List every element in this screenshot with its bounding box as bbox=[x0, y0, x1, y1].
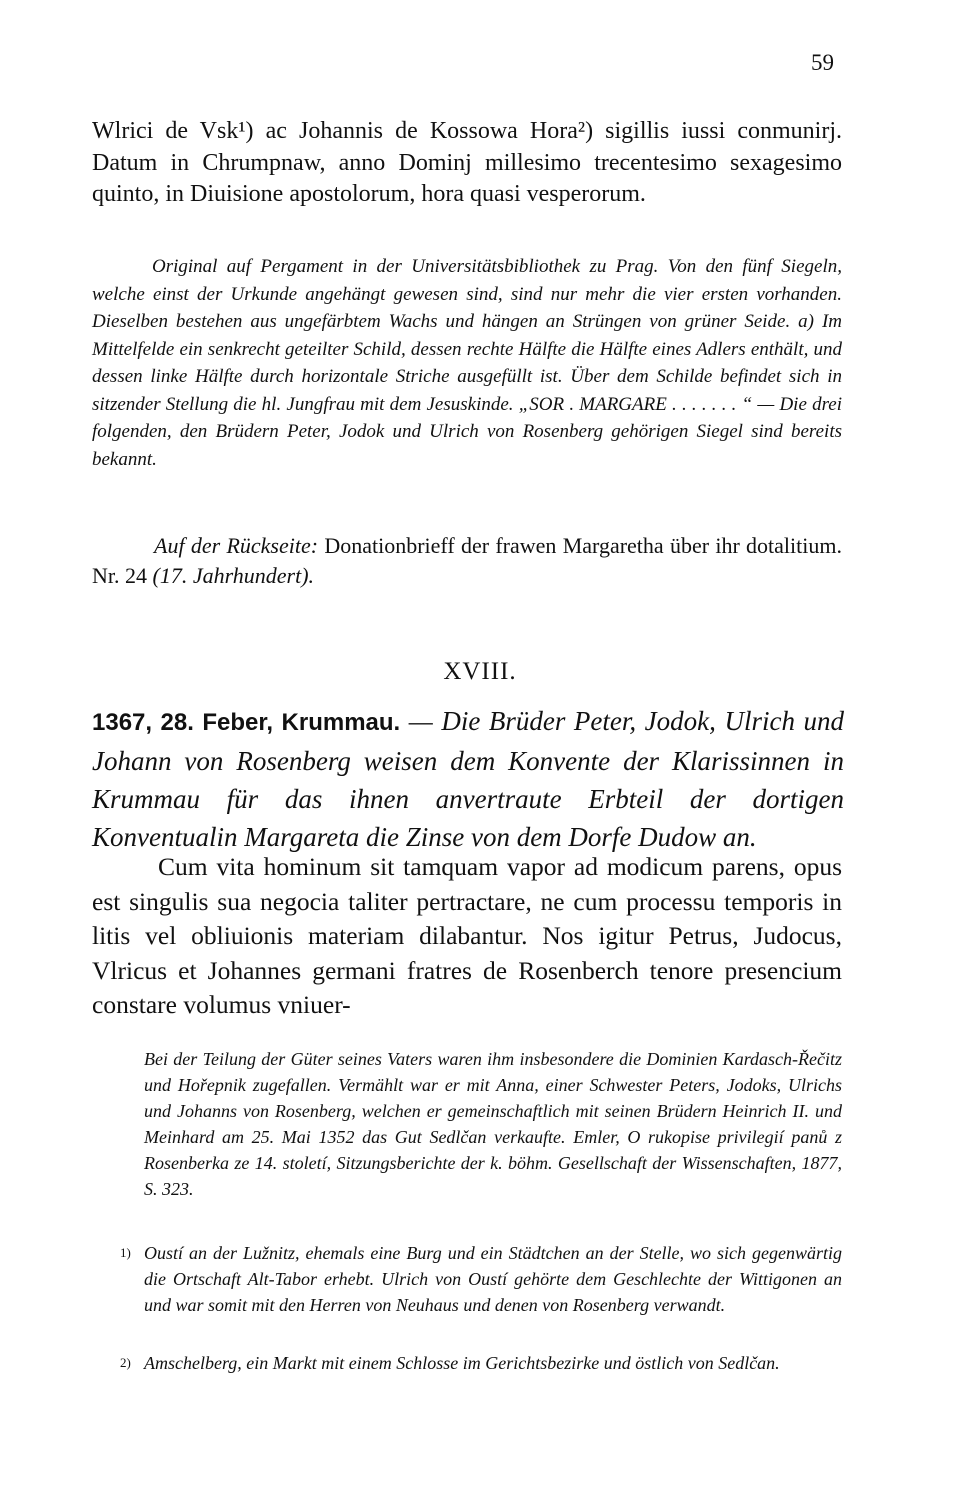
regest-date-place: 1367, 28. Feber, Krummau. bbox=[92, 709, 401, 736]
footnote-2 bbox=[92, 1350, 842, 1376]
regest bbox=[92, 702, 844, 856]
footnote-text: Oustí an der Lužnitz, ehemals eine Burg und ein Städtchen an der Stelle, wo sich gegenwärtig die Ortschaft Alt-Tabor erhebt. Ulrich von Oustí gehörte dem Geschlechte der Wittigonen an und war somit mit den Herren von Neuhaus und denen von Rosenberg verwandt. bbox=[144, 1243, 842, 1315]
footnote-text: Bei der Teilung der Güter seines Vaters waren ihm insbesondere die Dominien Kardasch-Řečitz und Hořepnik zugefallen. Vermählt war er mit Anna, einer Schwester Peters, Jodoks, Ulrichs und Johanns von Rosenberg, welchen er gemeinschaftlich mit seinen Brüdern Heinrich II. und Meinhard am 25. Mai 1352 das Gut Sedlčan verkaufte. Emler, O rukopise privilegií panů z Rosenberka ze 14. století, Sitzungsberichte der k. böhm. Gesellschaft der Wissenschaften, 1877, S. 323. bbox=[144, 1049, 842, 1199]
regest-text: — Die Brüder Peter, Jodok, Ulrich und Johann von Rosenberg weisen dem Konvente der Klarissinnen in Krummau für das ihnen anvertraute Erbteil der dortigen Konventualin Margareta die Zinse von dem Dorfe Dudow an. bbox=[92, 706, 844, 852]
page-number: 59 bbox=[811, 50, 834, 75]
dorsal-text: Donationbrieff der frawen Margaretha über ihr dotalitium. Nr. 24 bbox=[92, 533, 842, 588]
footnote-1 bbox=[92, 1240, 842, 1318]
footnote-marker: 2) bbox=[120, 1355, 131, 1370]
charter-closing-paragraph: Wlrici de Vsk¹) ac Johannis de Kossowa Hora²) sigillis iussi conmunirj. Datum in Chrumpnaw, anno Dominj millesimo trecentesimo sexagesimo quinto, in Diuisione apostolorum, hora quasi vesperorum. bbox=[92, 118, 842, 207]
section-heading: XVIII. bbox=[443, 658, 517, 685]
dorsal-note bbox=[92, 531, 842, 591]
charter-opening-text: Cum vita hominum sit tamquam vapor ad modicum parens, opus est singulis sua negocia taliter pertractare, ne cum processu temporis in litis vel obliuionis materiam dilabantur. Nos igitur Petrus, Judocus, Vlricus et Johannes germani fratres de Rosenberch tenore presencium constare volumus vniuer- bbox=[92, 852, 842, 1019]
original-description-text: Original auf Pergament in der Universitätsbibliothek zu Prag. Von den fünf Siegeln, welche einst der Urkunde angehängt gewesen sind, sind nur mehr die vier ersten vorhanden. Dieselben bestehen aus ungefärbtem Wachs und hängen an Strüngen von grüner Seide. a) Im Mittelfelde ein senkrecht geteilter Schild, dessen rechte Hälfte die Hälfte eines Adlers enthält, und dessen linke Hälfte durch horizontale Striche ausgefüllt ist. Über dem Schilde befindet sich in sitzender Stellung die hl. Jungfrau mit dem Jesuskinde. „SOR . MARGARE . . . . . . . “ — Die drei folgenden, den Brüdern Peter, Jodok und Ulrich von Rosenberg gehörigen Siegel sind bereits bekannt. bbox=[92, 256, 842, 470]
charter-opening-paragraph bbox=[92, 850, 842, 1023]
footnote-text: Amschelberg, ein Markt mit einem Schlosse im Gerichtsbezirke und östlich von Sedlčan. bbox=[144, 1353, 780, 1373]
footnote-marker: 1) bbox=[120, 1245, 131, 1260]
dorsal-date-note: (17. Jahrhundert). bbox=[152, 563, 315, 588]
footnote-continuation bbox=[92, 1046, 842, 1202]
original-description-note bbox=[92, 253, 842, 473]
dorsal-label: Auf der Rückseite: bbox=[154, 533, 319, 558]
